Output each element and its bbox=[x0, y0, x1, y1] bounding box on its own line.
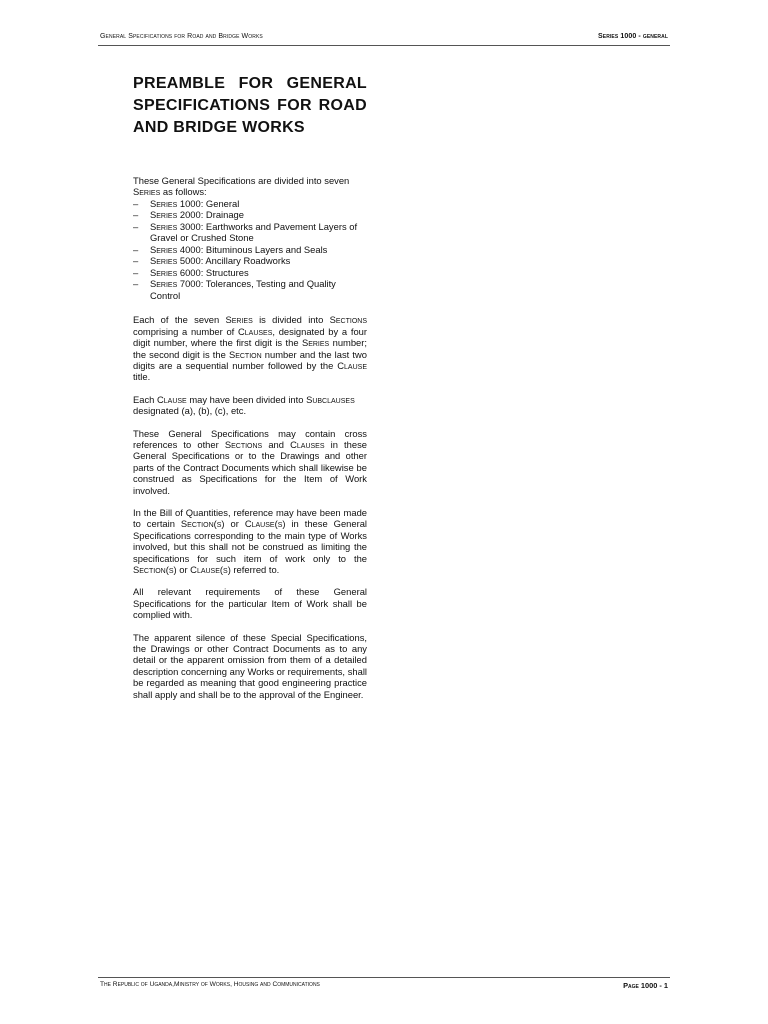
intro-text: These General Specifications are divided into seven bbox=[133, 175, 350, 186]
intro-paragraph bbox=[133, 175, 367, 198]
list-dash: – bbox=[133, 243, 139, 255]
list-dash: – bbox=[133, 220, 139, 232]
series-list-item bbox=[133, 244, 367, 256]
page-body bbox=[133, 73, 367, 711]
series-list-text: Series 4000: Bituminous Layers and Seals bbox=[150, 243, 328, 255]
sections-paragraph: Each of the seven Series is divided into Sections comprising a number of Clauses, designated by a four digit number, where the first digit is the Series number; the second digit is the Section number and the last two digits are a sequential number followed by the Clause title. bbox=[133, 314, 367, 383]
series-list-text: Series 6000: Structures bbox=[150, 266, 249, 278]
intro-series-term: Series bbox=[133, 186, 161, 198]
page-number: Page 1000 - 1 bbox=[623, 981, 668, 990]
series-list-item bbox=[133, 209, 367, 221]
series-list-text: Series 1000: General bbox=[150, 197, 240, 209]
list-dash: – bbox=[133, 266, 139, 278]
apparent-silence-paragraph: The apparent silence of these Special Specifications, the Drawings or other Contract Documents as to any detail or the apparent omission from them of a detailed description concerning any Works or requirements, shall be regarded as meaning that good engineering practice shall apply and shall be to the approval of the Engineer. bbox=[133, 631, 367, 700]
running-footer bbox=[100, 981, 668, 990]
list-dash: – bbox=[133, 255, 139, 267]
series-list-text: Series 7000: Tolerances, Testing and Quality Control bbox=[150, 278, 336, 301]
header-document-title: General Specifications for Road and Bridge Works bbox=[100, 33, 263, 40]
relevant-requirements-paragraph: All relevant requirements of these General Specifications for the particular Item of Work shall be complied with. bbox=[133, 586, 367, 621]
intro-text-end: as follows: bbox=[160, 186, 207, 198]
page-title: PREAMBLE FOR GENERAL SPECIFICATIONS FOR ROAD AND BRIDGE WORKS bbox=[133, 75, 367, 136]
series-list-item bbox=[133, 221, 367, 244]
series-list-text: Series 5000: Ancillary Roadworks bbox=[150, 255, 291, 267]
header-series-label: Series 1000 - general bbox=[598, 33, 668, 40]
series-list-item bbox=[133, 278, 367, 301]
bill-of-quantities-paragraph: In the Bill of Quantities, reference may have been made to certain Section(s) or Clause(s) in these General Specifications corresponding to the main type of Works involved, but this shall not be construed as limiting the specifications for such item of work only to the Section(s) or Clause(s) referred to. bbox=[133, 507, 368, 576]
list-dash: – bbox=[133, 278, 139, 290]
footer-ministry: The Republic of Uganda,Ministry of Works, Housing and Communications bbox=[100, 981, 320, 988]
cross-references-paragraph: These General Specifications may contain cross references to other Sections and Clauses in these General Specifications or to the Drawings and other parts of the Contract Documents which shall likewise be construed as Specifications for the Item of Work involved. bbox=[133, 427, 367, 496]
list-dash: – bbox=[133, 209, 139, 221]
series-list-item bbox=[133, 198, 367, 210]
series-list-text: Series 2000: Drainage bbox=[150, 209, 244, 221]
header-rule bbox=[98, 45, 670, 46]
subclauses-paragraph: Each Clause may have been divided into Subclauses designated (a), (b), (c), etc. bbox=[133, 393, 355, 417]
list-dash: – bbox=[133, 197, 139, 209]
series-list-item bbox=[133, 267, 367, 279]
series-list-text: Series 3000: Earthworks and Pavement Layers of Gravel or Crushed Stone bbox=[150, 220, 358, 244]
running-header bbox=[100, 33, 668, 40]
series-list bbox=[133, 198, 367, 302]
series-list-item bbox=[133, 255, 367, 267]
footer-rule bbox=[98, 977, 670, 978]
